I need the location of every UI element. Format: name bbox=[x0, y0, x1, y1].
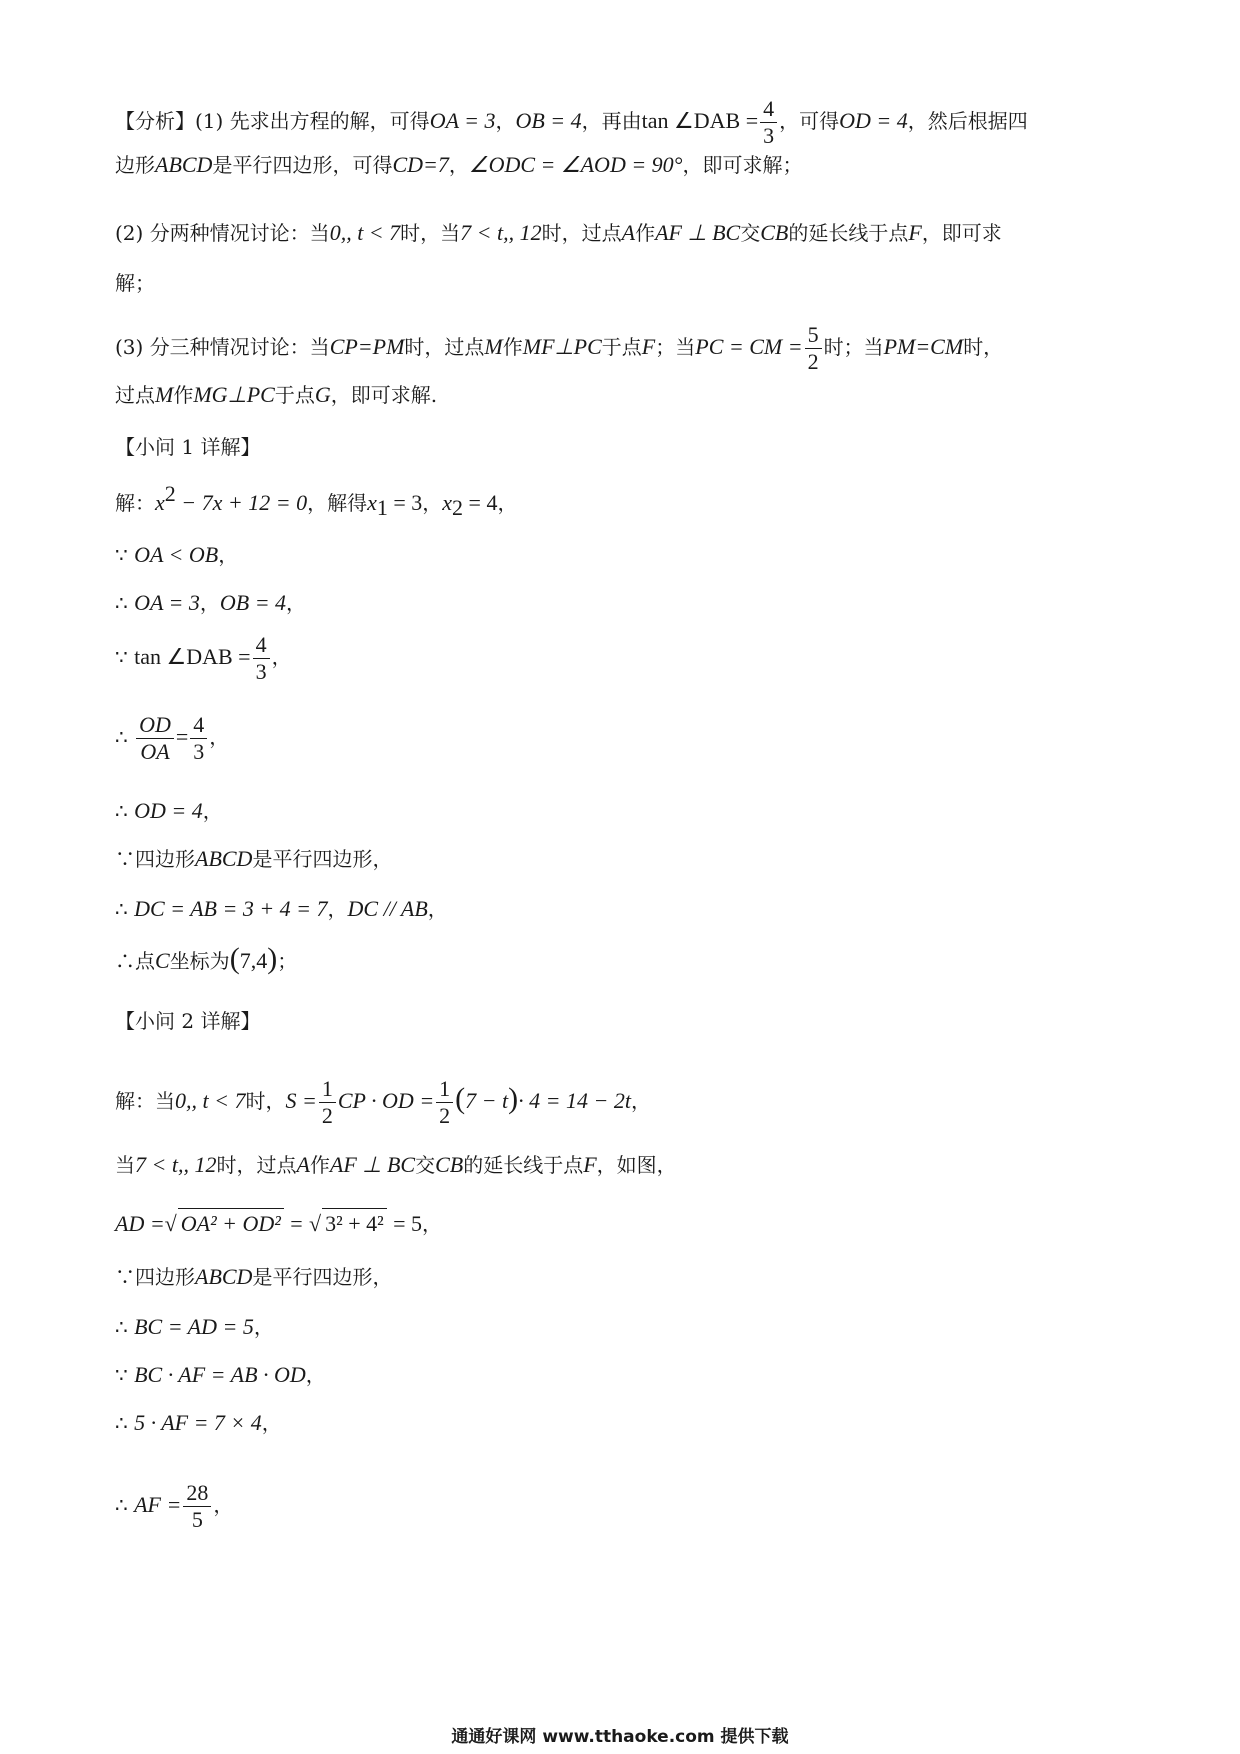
q2-line-parallelogram: ∵四边形ABCD是平行四边形， bbox=[115, 1264, 393, 1289]
q1-line-parallelogram: ∵四边形ABCD是平行四边形， bbox=[115, 846, 393, 871]
analysis-line-6: 过点M作MG⊥PC于点G，即可求解. bbox=[115, 382, 438, 407]
footer-source: 通通好课网 www.tthaoke.com 提供下载 bbox=[451, 1727, 789, 1747]
q1-line-point-c: ∴点C坐标为(7,4)； bbox=[115, 942, 298, 975]
analysis-line-4: 解； bbox=[115, 271, 155, 295]
q2-line-bc-af: ∵ BC · AF = AB · OD， bbox=[115, 1362, 326, 1387]
analysis-line-1: 【分析】(1) 先求出方程的解，可得OA = 3，OB = 4，再由tan ∠DAB = $\frac{4}{3}$ ，可得OD = 4，然后根据四 bbox=[115, 96, 1028, 148]
q1-line-tan: ∵ tan ∠DAB = $\frac{4}{3}$ ， bbox=[115, 632, 292, 684]
q1-line-dc-ab: ∴ DC = AB = 3 + 4 = 7，DC // AB， bbox=[115, 896, 448, 921]
q2-line-case2: 当7 < t,, 12时，过点A作AF ⊥ BC交CB的延长线于点F，如图， bbox=[115, 1152, 677, 1177]
q1-line-od4: ∴ OD = 4， bbox=[115, 798, 223, 823]
analysis-heading: 【分析】 bbox=[115, 109, 195, 133]
q1-line-oa-lt-ob: ∵ OA < OB， bbox=[115, 542, 239, 567]
q2-line-5af: ∴ 5 · AF = 7 × 4， bbox=[115, 1410, 282, 1435]
q2-line-ad: AD =√ OA² + OD² = √ 3² + 4² = 5， bbox=[115, 1208, 442, 1239]
q2-line-bc-ad: ∴ BC = AD = 5， bbox=[115, 1314, 274, 1339]
fraction-5-2: $\frac{5}{2}$ bbox=[805, 322, 822, 375]
q2-heading: 【小问 2 详解】 bbox=[115, 1009, 261, 1033]
q1-line-oa-ob: ∴ OA = 3，OB = 4， bbox=[115, 590, 307, 615]
q2-line-af: ∴ AF = $\frac{28}{5}$ ， bbox=[115, 1480, 234, 1532]
analysis-line-2: 边形ABCD是平行四边形，可得CD=7，∠ODC = ∠AOD = 90°，即可求解； bbox=[115, 152, 803, 177]
q1-line-equation: 解：$x^2 - 7x + 12 = 0$，解得$x_1 = 3$，$x_2 = 4$， bbox=[115, 481, 518, 520]
q1-heading: 【小问 1 详解】 bbox=[115, 435, 261, 459]
analysis-line-3: (2) 分两种情况讨论：当0,, t < 7时，当7 < t,, 12时，过点A作AF ⊥ BC交CB的延长线于点F，即可求 bbox=[115, 220, 1002, 245]
q2-line-area: 解：当0,, t < 7时，S = $\frac{1}{2}$ CP · OD = $\frac{1}{2}$ (7 − t)· 4 = 14 − 2t， bbox=[115, 1076, 651, 1128]
q1-line-od-oa: ∴ $\frac{OD}{OA}$ = $\frac{4}{3}$ ， bbox=[115, 712, 230, 764]
fraction-4-3: $\frac{4}{3}$ bbox=[760, 96, 777, 149]
analysis-line-5: (3) 分三种情况讨论：当CP=PM时，过点M作MF⊥PC于点F；当PC = CM = $\frac{5}{2}$ 时；当PM=CM时， bbox=[115, 322, 1004, 374]
